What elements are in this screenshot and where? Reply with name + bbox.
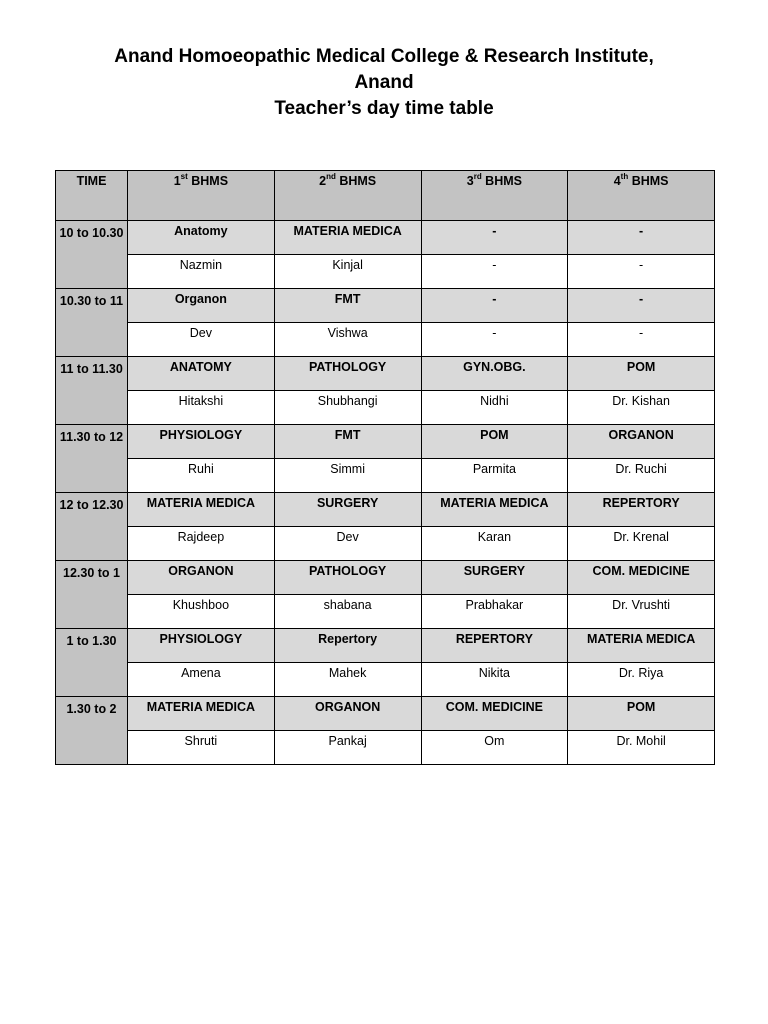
teacher-row <box>56 731 715 765</box>
time-slot-cell: 1.30 to 2 <box>56 697 128 765</box>
subject-cell: - <box>421 289 568 323</box>
teacher-cell: Vishwa <box>274 323 421 357</box>
subject-cell: COM. MEDICINE <box>421 697 568 731</box>
timetable <box>55 170 715 765</box>
teacher-row <box>56 663 715 697</box>
subject-cell: MATERIA MEDICA <box>274 221 421 255</box>
teacher-cell: Kinjal <box>274 255 421 289</box>
teacher-cell: Dr. Mohil <box>568 731 715 765</box>
subject-row <box>56 425 715 459</box>
teacher-cell: Rajdeep <box>128 527 275 561</box>
subject-cell: GYN.OBG. <box>421 357 568 391</box>
subject-cell: Organon <box>128 289 275 323</box>
subject-cell: ANATOMY <box>128 357 275 391</box>
teacher-cell: Nazmin <box>128 255 275 289</box>
time-slot-cell: 10.30 to 11 <box>56 289 128 357</box>
subject-cell: ORGANON <box>568 425 715 459</box>
subject-row <box>56 221 715 255</box>
subject-cell: Anatomy <box>128 221 275 255</box>
subject-cell: - <box>568 221 715 255</box>
subject-cell: POM <box>568 357 715 391</box>
teacher-cell: Dr. Riya <box>568 663 715 697</box>
column-header-1st-bhms: 1st BHMS <box>128 171 275 221</box>
subject-cell: COM. MEDICINE <box>568 561 715 595</box>
column-header-2nd-bhms: 2nd BHMS <box>274 171 421 221</box>
teacher-row <box>56 255 715 289</box>
subject-cell: PHYSIOLOGY <box>128 425 275 459</box>
subject-cell: MATERIA MEDICA <box>568 629 715 663</box>
subject-row <box>56 561 715 595</box>
subject-row <box>56 629 715 663</box>
subject-row <box>56 493 715 527</box>
time-slot-cell: 10 to 10.30 <box>56 221 128 289</box>
college-city: Anand <box>354 72 414 93</box>
subject-cell: FMT <box>274 425 421 459</box>
teacher-cell: Prabhakar <box>421 595 568 629</box>
teacher-cell: Om <box>421 731 568 765</box>
time-slot-cell: 12.30 to 1 <box>56 561 128 629</box>
subject-cell: POM <box>568 697 715 731</box>
subject-cell: REPERTORY <box>568 493 715 527</box>
subject-cell: - <box>421 221 568 255</box>
subject-row <box>56 357 715 391</box>
teacher-cell: Shubhangi <box>274 391 421 425</box>
time-slot-cell: 1 to 1.30 <box>56 629 128 697</box>
subject-cell: REPERTORY <box>421 629 568 663</box>
header-row <box>56 171 715 221</box>
teacher-cell: Nidhi <box>421 391 568 425</box>
subject-cell: POM <box>421 425 568 459</box>
teacher-cell: Nikita <box>421 663 568 697</box>
teacher-cell: Karan <box>421 527 568 561</box>
time-slot-cell: 12 to 12.30 <box>56 493 128 561</box>
subject-cell: MATERIA MEDICA <box>421 493 568 527</box>
teacher-cell: Parmita <box>421 459 568 493</box>
teacher-cell: Mahek <box>274 663 421 697</box>
teacher-cell: Dr. Vrushti <box>568 595 715 629</box>
teacher-cell: Shruti <box>128 731 275 765</box>
subject-cell: MATERIA MEDICA <box>128 493 275 527</box>
teacher-cell: - <box>421 323 568 357</box>
column-header-3rd-bhms: 3rd BHMS <box>421 171 568 221</box>
teacher-cell: Pankaj <box>274 731 421 765</box>
subject-cell: SURGERY <box>274 493 421 527</box>
teacher-cell: Simmi <box>274 459 421 493</box>
teacher-row <box>56 595 715 629</box>
teacher-cell: Ruhi <box>128 459 275 493</box>
teacher-cell: Amena <box>128 663 275 697</box>
teacher-row <box>56 527 715 561</box>
teacher-cell: Dev <box>128 323 275 357</box>
teacher-cell: - <box>421 255 568 289</box>
teacher-cell: Dr. Kishan <box>568 391 715 425</box>
column-header-4th-bhms: 4th BHMS <box>568 171 715 221</box>
teacher-cell: Dr. Krenal <box>568 527 715 561</box>
subject-cell: MATERIA MEDICA <box>128 697 275 731</box>
subject-row <box>56 697 715 731</box>
teacher-row <box>56 391 715 425</box>
subject-cell: FMT <box>274 289 421 323</box>
subject-cell: PATHOLOGY <box>274 561 421 595</box>
teacher-cell: - <box>568 323 715 357</box>
teacher-cell: Dev <box>274 527 421 561</box>
time-column-header: TIME <box>56 171 128 221</box>
subject-cell: ORGANON <box>274 697 421 731</box>
teacher-row <box>56 323 715 357</box>
college-name: Anand Homoeopathic Medical College & Research Institute, <box>114 46 654 67</box>
subject-cell: PHYSIOLOGY <box>128 629 275 663</box>
subject-cell: - <box>568 289 715 323</box>
subject-cell: SURGERY <box>421 561 568 595</box>
subject-cell: Repertory <box>274 629 421 663</box>
teacher-cell: Hitakshi <box>128 391 275 425</box>
teacher-cell: shabana <box>274 595 421 629</box>
teacher-cell: - <box>568 255 715 289</box>
time-slot-cell: 11.30 to 12 <box>56 425 128 493</box>
timetable-title: Teacher’s day time table <box>274 98 494 119</box>
teacher-row <box>56 459 715 493</box>
subject-cell: PATHOLOGY <box>274 357 421 391</box>
teacher-cell: Khushboo <box>128 595 275 629</box>
time-slot-cell: 11 to 11.30 <box>56 357 128 425</box>
document-title <box>0 44 768 122</box>
subject-cell: ORGANON <box>128 561 275 595</box>
teacher-cell: Dr. Ruchi <box>568 459 715 493</box>
subject-row <box>56 289 715 323</box>
